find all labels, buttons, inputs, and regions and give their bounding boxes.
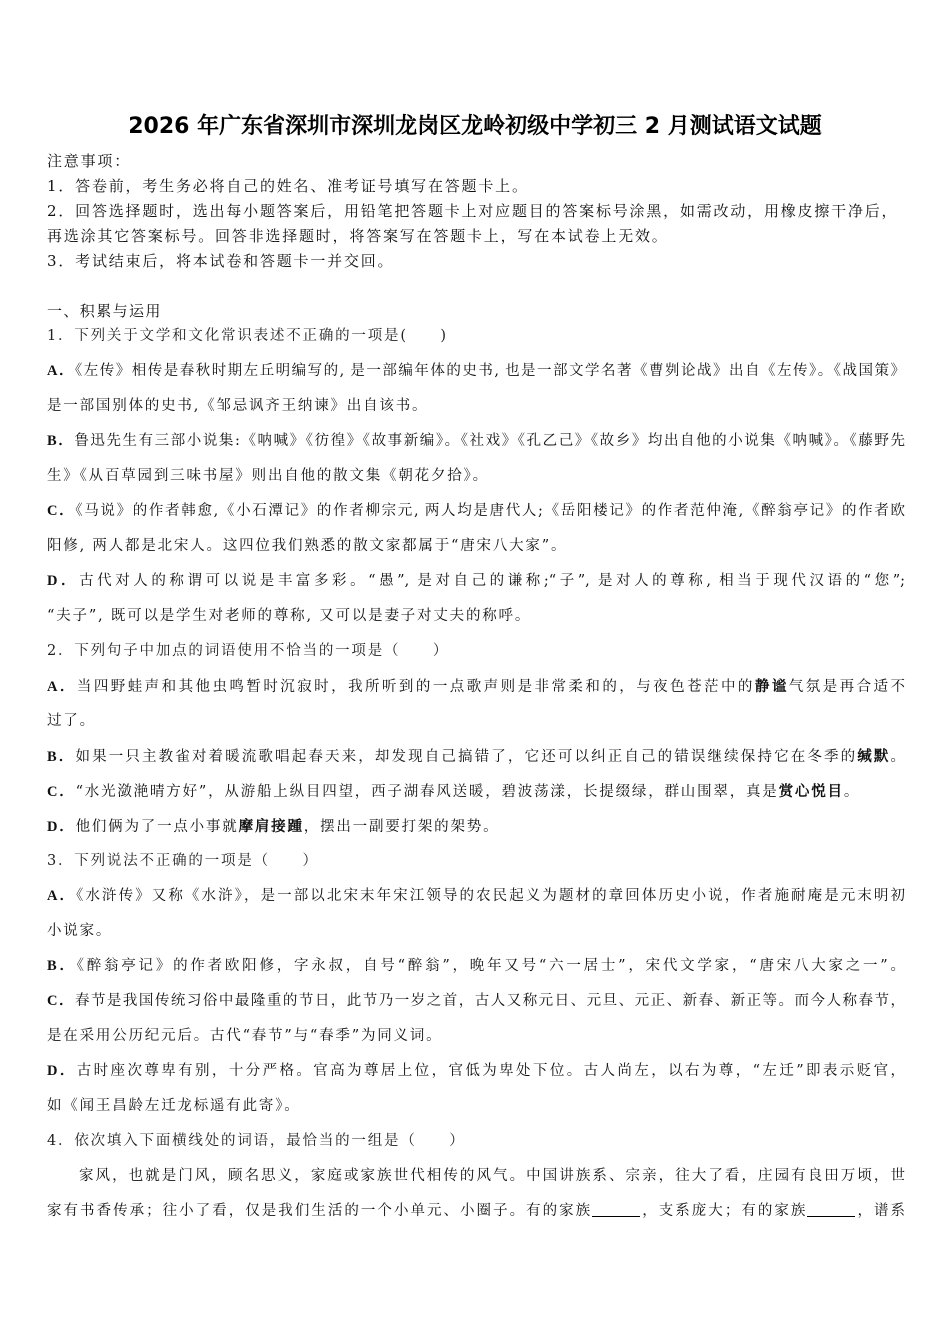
option-a-continued: [47, 704, 905, 739]
option-text: 他们俩为了一点小事就: [75, 818, 239, 835]
option-text: 阳修, 两人都是北宋人。这四位我们熟悉的散文家都属于“唐宋八大家”。: [47, 537, 568, 554]
option-a: [47, 354, 905, 389]
option-c: [47, 494, 905, 529]
passage-line-1: 家风，也就是门风，顾名思义，家庭或家族世代相传的风气。中国讲族系、宗亲，往大了看，庄园有良田万顷，世: [79, 1167, 905, 1184]
notice-line-2-continued: 再选涂其它答案标号。回答非选择题时，将答案写在答题卡上，写在本试卷上无效。: [47, 226, 669, 245]
option-text: 小说家。: [47, 922, 113, 939]
fill-blank-2: [807, 1202, 855, 1217]
option-b: [47, 739, 905, 774]
option-a: [47, 669, 905, 704]
option-c: [47, 984, 905, 1019]
question-stem: 3．下列说法不正确的一项是（ ）: [47, 852, 319, 869]
option-d: [47, 564, 905, 599]
option-a: [47, 879, 905, 914]
passage-line-2: [47, 1194, 905, 1229]
dotted-word: 赏心悦目: [778, 782, 844, 800]
question-2: [47, 634, 905, 844]
notice-block: [47, 149, 905, 274]
notice-heading: 注意事项：: [47, 151, 132, 170]
question-3: [47, 844, 905, 1124]
option-label: D．: [47, 572, 80, 589]
option-text: 如《闻王昌龄左迁龙标遥有此寄》。: [47, 1097, 301, 1114]
option-c-continued: [47, 1019, 905, 1054]
option-text: 。: [890, 748, 906, 765]
option-text: ，摆出一副要打架的架势。: [303, 818, 500, 835]
exam-title: 2026 年广东省深圳市深圳龙岗区龙岭初级中学初三 2 月测试语文试题: [128, 114, 822, 139]
passage-text: ，谱系: [855, 1202, 906, 1219]
fill-blank-1: [592, 1202, 640, 1217]
option-text: 是一部国别体的史书,《邹忌讽齐王纳谏》出自该书。: [47, 397, 429, 414]
option-b: [47, 949, 905, 984]
option-label: D．: [47, 818, 76, 835]
passage-text: ，支系庞大；有的家族: [640, 1202, 808, 1219]
option-text: 生》《从百草园到三味书屋》则出自他的散文集《朝花夕拾》。: [47, 467, 489, 484]
option-text: 气氛是再合适不: [788, 678, 905, 695]
option-label: C．: [47, 783, 76, 800]
option-c-continued: [47, 529, 905, 564]
option-text: 。: [843, 783, 861, 800]
option-text: 当四野蛙声和其他虫鸣暂时沉寂时，我所听到的一点歌声则是非常柔和的，与夜色苍茫中的: [76, 678, 755, 695]
option-text: 古时座次尊卑有别，十分严格。官高为尊居上位，官低为卑处下位。古人尚左，以右为尊，“左迁”即表示贬官，: [76, 1062, 905, 1079]
option-label: C．: [47, 992, 75, 1009]
option-label: A．: [47, 362, 75, 379]
option-d: [47, 809, 905, 844]
passage-text: 家有书香传承；往小了看，仅是我们生活的一个小单元、小圈子。有的家族: [47, 1202, 593, 1219]
option-b: [47, 424, 905, 459]
option-text: 鲁迅先生有三部小说集:《呐喊》《彷徨》《故事新编》。《社戏》《孔乙己》《故乡》均出自他的小说集《呐喊》。《藤野先: [74, 432, 905, 449]
option-d: [47, 1054, 905, 1089]
question-1: [47, 319, 905, 634]
option-text: 古代对人的称谓可以说是丰富多彩。“愚”, 是对自己的谦称;“子”, 是对人的尊称, 相当于现代汉语的“您”;: [79, 572, 905, 589]
option-c: [47, 774, 905, 809]
question-stem: 4．依次填入下面横线处的词语，最恰当的一组是（ ）: [47, 1132, 466, 1149]
option-label: B．: [47, 957, 77, 974]
option-label: D．: [47, 1062, 77, 1079]
notice-line-3: 3．考试结束后，将本试卷和答题卡一并交回。: [47, 251, 395, 270]
dotted-word: 缄默: [857, 747, 891, 765]
option-text: 《左传》相传是春秋时期左丘明编写的, 是一部编年体的史书, 也是一部文学名著《曹刿论战》出自《左传》。《战国策》: [74, 362, 905, 379]
dotted-word: 摩肩接踵: [238, 817, 304, 835]
option-text: “夫子”, 既可以是学生对老师的尊称, 又可以是妻子对丈夫的称呼。: [47, 607, 532, 624]
question-stem: 2．下列句子中加点的词语使用不恰当的一项是（ ）: [47, 642, 450, 659]
dotted-word: 静谧: [754, 677, 789, 695]
option-d-continued: [47, 599, 905, 634]
option-b-continued: [47, 459, 905, 494]
option-a-continued: [47, 914, 905, 949]
option-text: 《水浒传》又称《水浒》，是一部以北宋末年宋江领导的农民起义为题材的章回体历史小说，作者施耐庵是元末明初: [76, 887, 905, 904]
option-label: B．: [47, 748, 76, 765]
question-4: [47, 1124, 905, 1229]
option-text: 过了。: [47, 712, 96, 729]
question-stem: 1．下列关于文学和文化常识表述不正确的一项是( ): [47, 327, 448, 344]
option-label: A．: [47, 887, 77, 904]
option-text: 是在采用公历纪元后。古代“春节”与“春季”为同义词。: [47, 1027, 443, 1044]
option-d-continued: [47, 1089, 905, 1124]
option-text: 春节是我国传统习俗中最隆重的节日，此节乃一岁之首，古人又称元日、元旦、元正、新春、新正等。而今人称春节，: [74, 992, 905, 1009]
option-label: C．: [47, 502, 76, 519]
option-a-continued: [47, 389, 905, 424]
option-text: “水光潋滟晴方好”，从游船上纵目四望，西子湖春风送暖，碧波荡漾，长提缀绿，群山围翠，真是: [75, 783, 779, 800]
section-heading: 一、积累与运用: [47, 301, 162, 320]
option-label: A．: [47, 678, 77, 695]
notice-line-2: 2．回答选择题时，选出每小题答案后，用铅笔把答题卡上对应题目的答案标号涂黑，如需改动，用橡皮擦干净后，: [47, 201, 899, 220]
notice-line-1: 1．答卷前，考生务必将自己的姓名、准考证号填写在答题卡上。: [47, 176, 529, 195]
option-label: B．: [47, 432, 75, 449]
questions-block: [47, 319, 905, 1229]
option-text: 《醉翁亭记》的作者欧阳修，字永叔，自号“醉翁”，晚年又号“六一居士”，宋代文学家，“唐宋八大家之一”。: [76, 957, 905, 974]
option-text: 《马说》的作者韩愈,《小石潭记》的作者柳宗元, 两人均是唐代人;《岳阳楼记》的作者范仲淹,《醉翁亭记》的作者欧: [75, 502, 905, 519]
option-text: 如果一只主教雀对着暖流歌唱起春天来，却发现自己搞错了，它还可以纠正自己的错误继续保持它在冬季的: [75, 748, 858, 765]
